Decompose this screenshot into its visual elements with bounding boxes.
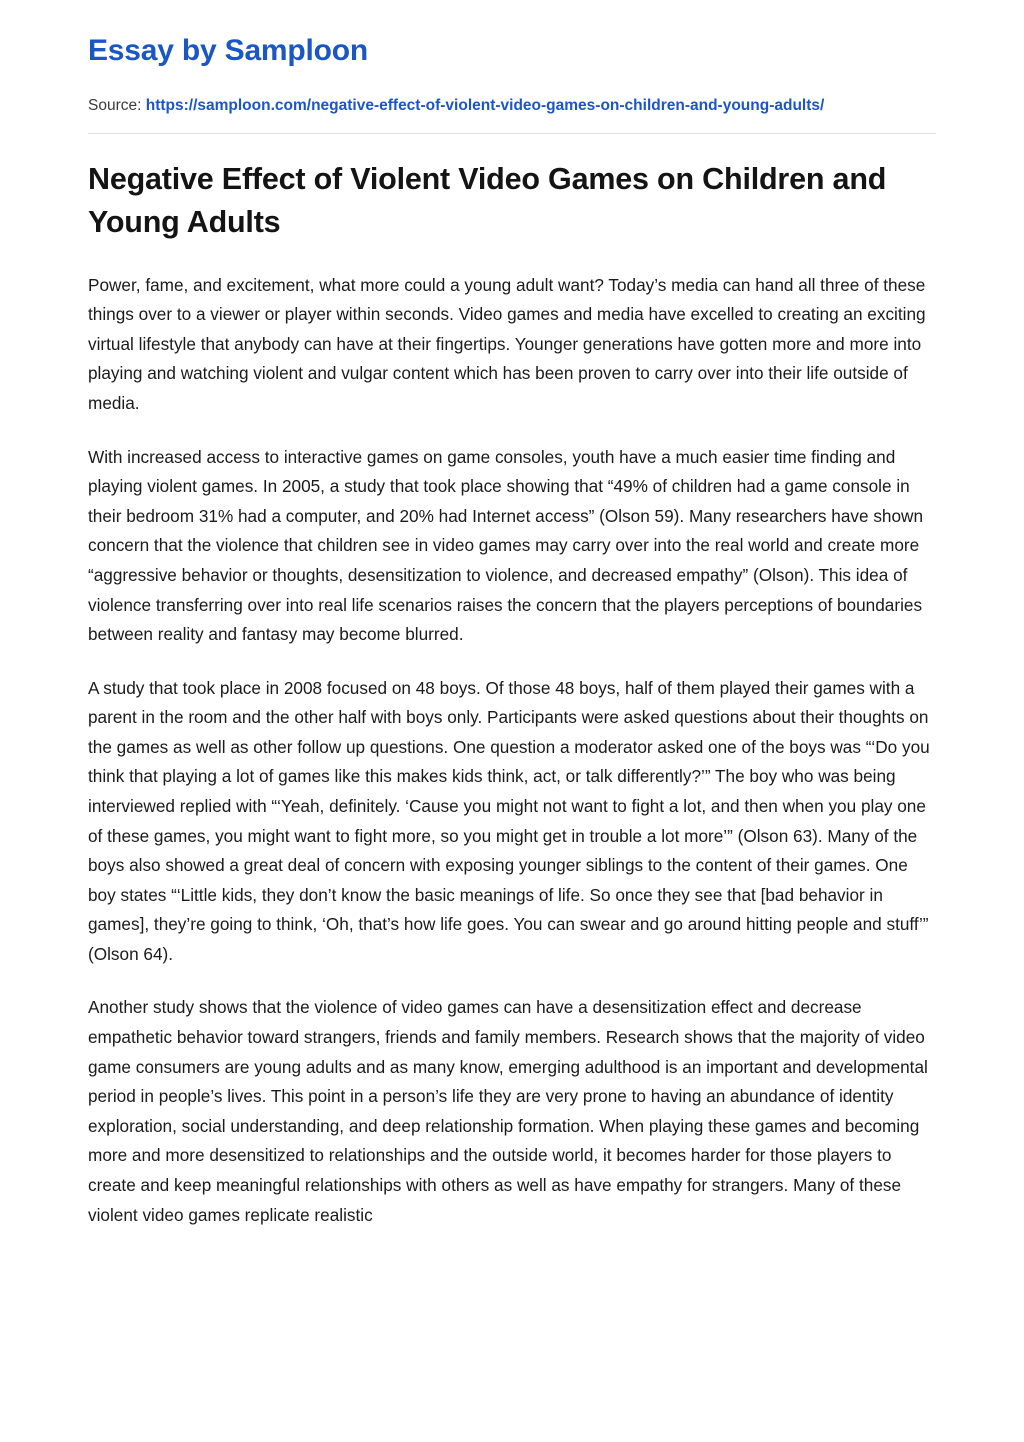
paragraph: A study that took place in 2008 focused on 48 boys. Of those 48 boys, half of them played their games with a parent in the room and the other half with boys only. Participants were asked questions about their thoughts on the games as well as other follow up questions. One question a moderator asked one of the boys was “‘Do you think that playing a lot of games like this makes kids think, act, or talk differently?’” The boy who was being interviewed replied with “‘Yeah, definitely. ‘Cause you might not want to fight a lot, and then when you play one of these games, you might want to fight more, so you might get in trouble a lot more’” (Olson 63). Many of the boys also showed a great deal of concern with exposing younger siblings to the content of their games. One boy states “‘Little kids, they don’t know the basic meanings of life. So once they see that [bad behavior in games], they’re going to think, ‘Oh, that’s how life goes. You can swear and go around hitting people and stuff’” (Olson 64).: [88, 677, 930, 964]
paragraph: Another study shows that the violence of video games can have a desensitization effect and decrease empathetic behavior toward strangers, friends and family members. Research shows that the majority of video game consumers are young adults and as many know, emerging adulthood is an important and developmental period in people’s lives. This point in a person’s life they are very prone to having an abundance of identity exploration, social understanding, and deep relationship formation. When playing these games and becoming more and more desensitized to relationships and the outside world, it becomes harder for those players to create and keep meaningful relationships with others as well as have empathy for strangers. Many of these violent video games replicate realistic: [88, 997, 928, 1225]
header-divider: [88, 133, 936, 134]
site-header: [88, 0, 936, 69]
paragraph: With increased access to interactive games on game consoles, youth have a much easier time finding and playing violent games. In 2005, a study that took place showing that “49% of children had a game console in their bedroom 31% had a computer, and 20% had Internet access” (Olson 59). Many researchers have shown concern that the violence that children see in video games may carry over into the real world and create more “aggressive behavior or thoughts, desensitization to violence, and decreased empathy” (Olson). This idea of violence transferring over into real life scenarios raises the concern that the players perceptions of boundaries between reality and fantasy may become blurred.: [88, 446, 924, 645]
source-label: Source:: [88, 96, 142, 114]
page-title: Negative Effect of Violent Video Games on Children and Young Adults: [88, 162, 887, 240]
paragraph: Power, fame, and excitement, what more could a young adult want? Today’s media can hand all three of these things over to a viewer or player within seconds. Video games and media have excelled to creating an exciting virtual lifestyle that anybody can have at their fingertips. Younger generations have gotten more and more into playing and watching violent and vulgar content which has been proven to carry over into their life outside of media.: [88, 274, 926, 414]
site-brand-title: Essay by Samploon: [88, 34, 369, 67]
source-url-link[interactable]: https://samploon.com/negative-effect-of-violent-video-games-on-children-and-young-adults/: [145, 96, 825, 114]
source-line: [88, 93, 936, 120]
essay-body: [88, 271, 936, 1230]
